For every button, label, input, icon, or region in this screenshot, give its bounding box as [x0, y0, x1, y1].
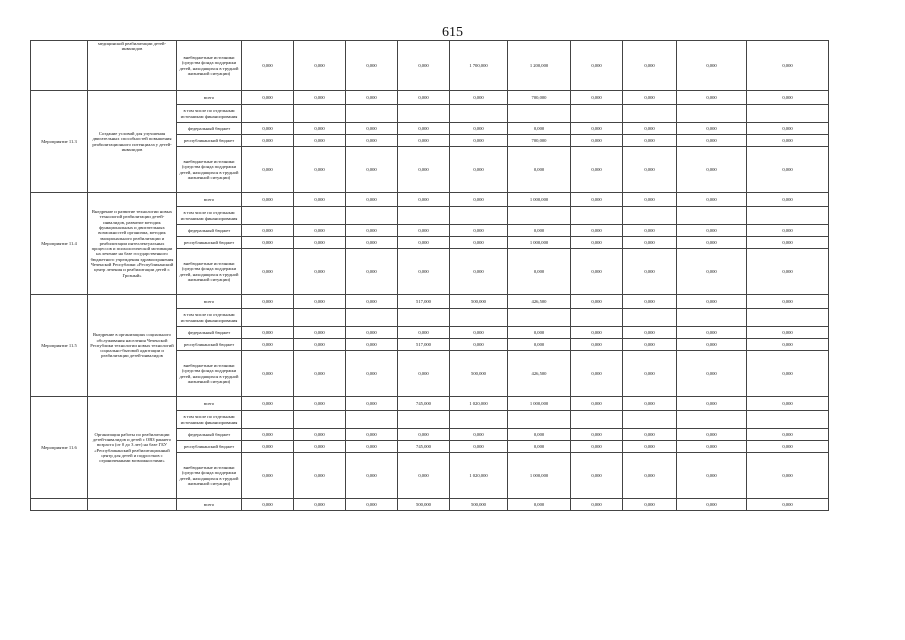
amount-cell: 0,000 — [346, 327, 398, 339]
amount-cell: 0,000 — [677, 135, 747, 147]
amount-cell: 0,000 — [623, 295, 677, 309]
amount-cell — [747, 105, 829, 123]
amount-cell: 0,000 — [571, 499, 623, 511]
amount-cell: 0,000 — [242, 351, 294, 397]
amount-cell — [571, 309, 623, 327]
amount-cell — [508, 411, 571, 429]
amount-cell: 0,000 — [346, 499, 398, 511]
amount-cell: 0,000 — [398, 225, 450, 237]
amount-cell: 0,000 — [677, 123, 747, 135]
amount-cell — [623, 411, 677, 429]
amount-cell: 0,000 — [450, 429, 508, 441]
amount-cell: 0,000 — [450, 339, 508, 351]
table-row — [31, 91, 829, 105]
amount-cell: 0,000 — [242, 499, 294, 511]
amount-cell — [747, 207, 829, 225]
amount-cell — [677, 309, 747, 327]
amount-cell: 1 200,000 — [508, 41, 571, 91]
amount-cell: 0,000 — [398, 123, 450, 135]
amount-cell: 0,000 — [294, 327, 346, 339]
amount-cell: 1 020,000 — [450, 397, 508, 411]
amount-cell: 0,000 — [450, 123, 508, 135]
amount-cell: 0,000 — [747, 339, 829, 351]
amount-cell: 0,000 — [450, 193, 508, 207]
amount-cell: 0,000 — [623, 123, 677, 135]
amount-cell: 0,000 — [346, 295, 398, 309]
amount-cell: 0,000 — [571, 397, 623, 411]
amount-cell: 0,000 — [346, 147, 398, 193]
amount-cell: 0,000 — [677, 147, 747, 193]
measure-label-cell — [31, 41, 88, 91]
amount-cell: 0,000 — [294, 441, 346, 453]
amount-cell — [346, 309, 398, 327]
amount-cell: 0,000 — [242, 91, 294, 105]
amount-cell: 0,000 — [294, 147, 346, 193]
amount-cell: 0,000 — [294, 429, 346, 441]
amount-cell — [346, 411, 398, 429]
amount-cell: 1 000,000 — [508, 397, 571, 411]
amount-cell — [294, 207, 346, 225]
budget-table — [30, 40, 829, 511]
amount-cell — [242, 411, 294, 429]
amount-cell: 0,000 — [294, 339, 346, 351]
table-row — [31, 295, 829, 309]
amount-cell: 0,000 — [747, 351, 829, 397]
amount-cell: 0,000 — [623, 249, 677, 295]
amount-cell: 1 000,000 — [508, 453, 571, 499]
amount-cell: 0,000 — [571, 429, 623, 441]
amount-cell: 517,000 — [398, 339, 450, 351]
funding-source: внебюджетные источники (средства фонда поддержки детей, находящихся в трудной жизненной ситуации) — [177, 351, 242, 397]
amount-cell: 0,000 — [294, 453, 346, 499]
amount-cell: 0,000 — [242, 249, 294, 295]
amount-cell: 1 000,000 — [508, 193, 571, 207]
amount-cell: 0,000 — [747, 135, 829, 147]
amount-cell: 0,000 — [508, 499, 571, 511]
amount-cell: 0,000 — [623, 351, 677, 397]
amount-cell — [450, 309, 508, 327]
amount-cell: 0,000 — [677, 339, 747, 351]
amount-cell: 0,000 — [508, 327, 571, 339]
amount-cell — [346, 207, 398, 225]
funding-source: республиканский бюджет — [177, 441, 242, 453]
funding-source: всего — [177, 193, 242, 207]
amount-cell: 0,000 — [450, 249, 508, 295]
measure-description — [88, 499, 177, 511]
amount-cell — [623, 309, 677, 327]
measure-label: Мероприятие 11.3 — [31, 91, 88, 193]
amount-cell: 1 000,000 — [508, 237, 571, 249]
amount-cell: 0,000 — [677, 41, 747, 91]
amount-cell: 0,000 — [571, 225, 623, 237]
amount-cell: 0,000 — [623, 225, 677, 237]
amount-cell: 0,000 — [571, 295, 623, 309]
amount-cell: 0,000 — [398, 147, 450, 193]
amount-cell: 0,000 — [294, 237, 346, 249]
funding-source: внебюджетные источники (средства фонда поддержки детей, находящихся в трудной жизненной ситуации) — [177, 453, 242, 499]
amount-cell: 0,000 — [747, 249, 829, 295]
amount-cell: 0,000 — [571, 249, 623, 295]
amount-cell — [623, 105, 677, 123]
amount-cell: 0,000 — [747, 453, 829, 499]
amount-cell: 0,000 — [623, 441, 677, 453]
measure-label: Мероприятие 11.6 — [31, 397, 88, 499]
amount-cell: 0,000 — [571, 135, 623, 147]
amount-cell: 0,000 — [450, 225, 508, 237]
amount-cell: 0,000 — [747, 193, 829, 207]
amount-cell — [450, 411, 508, 429]
amount-cell: 0,000 — [623, 327, 677, 339]
amount-cell: 0,000 — [242, 135, 294, 147]
amount-cell: 0,000 — [346, 397, 398, 411]
amount-cell: 0,000 — [294, 193, 346, 207]
table-row — [31, 499, 829, 511]
funding-source: в том числе по отдельным источникам финансирования — [177, 309, 242, 327]
funding-source: всего — [177, 91, 242, 105]
amount-cell: 1 700,000 — [450, 41, 508, 91]
amount-cell: 0,000 — [242, 339, 294, 351]
amount-cell: 500,000 — [450, 499, 508, 511]
amount-cell: 0,000 — [571, 91, 623, 105]
amount-cell: 0,000 — [571, 327, 623, 339]
amount-cell: 0,000 — [677, 91, 747, 105]
amount-cell: 0,000 — [623, 499, 677, 511]
amount-cell: 0,000 — [623, 397, 677, 411]
funding-source: всего — [177, 397, 242, 411]
amount-cell: 0,000 — [508, 147, 571, 193]
amount-cell: 0,000 — [398, 351, 450, 397]
amount-cell — [623, 207, 677, 225]
amount-cell: 0,000 — [242, 237, 294, 249]
funding-source: федеральный бюджет — [177, 123, 242, 135]
amount-cell: 0,000 — [571, 441, 623, 453]
amount-cell: 0,000 — [623, 429, 677, 441]
amount-cell: 0,000 — [346, 351, 398, 397]
amount-cell: 0,000 — [346, 225, 398, 237]
amount-cell — [450, 105, 508, 123]
measure-description: медицинской реабилитации детей-инвалидов — [88, 41, 177, 91]
amount-cell: 0,000 — [623, 135, 677, 147]
measure-description: Внедрение в организациях социального обслуживания населения Чеченской Республики технологии новых технологий социально-бытовой адаптации и реабилитации детей-инвалидов — [88, 295, 177, 397]
amount-cell: 0,000 — [346, 249, 398, 295]
amount-cell — [242, 207, 294, 225]
amount-cell: 0,000 — [571, 237, 623, 249]
amount-cell: 0,000 — [346, 441, 398, 453]
amount-cell: 745,000 — [398, 397, 450, 411]
amount-cell: 0,000 — [508, 123, 571, 135]
amount-cell: 0,000 — [294, 499, 346, 511]
amount-cell: 0,000 — [346, 91, 398, 105]
amount-cell — [747, 411, 829, 429]
amount-cell: 0,000 — [747, 91, 829, 105]
amount-cell — [294, 411, 346, 429]
amount-cell: 0,000 — [398, 193, 450, 207]
amount-cell: 0,000 — [346, 429, 398, 441]
amount-cell: 0,000 — [677, 237, 747, 249]
amount-cell: 0,000 — [677, 499, 747, 511]
funding-source: республиканский бюджет — [177, 237, 242, 249]
amount-cell: 0,000 — [346, 193, 398, 207]
amount-cell: 0,000 — [242, 453, 294, 499]
funding-source: федеральный бюджет — [177, 225, 242, 237]
funding-source: в том числе по отдельным источникам финансирования — [177, 105, 242, 123]
amount-cell: 426,500 — [508, 295, 571, 309]
amount-cell: 0,000 — [242, 225, 294, 237]
page-number: 615 — [442, 25, 463, 40]
amount-cell: 0,000 — [747, 397, 829, 411]
amount-cell: 0,000 — [242, 397, 294, 411]
amount-cell: 0,000 — [242, 41, 294, 91]
amount-cell — [398, 411, 450, 429]
measure-description: Организация работы по реабилитации детей-инвалидов и детей с ОВЗ раннего возраста (от 0 до 3 лет) на базе ГБУ «Республиканский реабилитационный центр для детей и подростков с ограниченными возможностями» — [88, 397, 177, 499]
funding-source: республиканский бюджет — [177, 135, 242, 147]
amount-cell: 0,000 — [747, 429, 829, 441]
amount-cell: 0,000 — [508, 249, 571, 295]
amount-cell: 0,000 — [747, 237, 829, 249]
amount-cell: 0,000 — [571, 339, 623, 351]
amount-cell: 0,000 — [571, 351, 623, 397]
amount-cell: 0,000 — [623, 147, 677, 193]
amount-cell — [398, 309, 450, 327]
amount-cell: 0,000 — [294, 91, 346, 105]
amount-cell: 0,000 — [677, 249, 747, 295]
amount-cell: 0,000 — [623, 237, 677, 249]
amount-cell: 0,000 — [747, 225, 829, 237]
amount-cell: 0,000 — [571, 453, 623, 499]
amount-cell: 0,000 — [294, 123, 346, 135]
amount-cell: 0,000 — [398, 41, 450, 91]
amount-cell: 0,000 — [294, 351, 346, 397]
amount-cell: 500,000 — [398, 499, 450, 511]
amount-cell: 0,000 — [623, 91, 677, 105]
amount-cell: 0,000 — [747, 441, 829, 453]
amount-cell: 0,000 — [450, 327, 508, 339]
amount-cell: 0,000 — [677, 225, 747, 237]
amount-cell: 0,000 — [571, 123, 623, 135]
amount-cell: 0,000 — [346, 41, 398, 91]
amount-cell: 0,000 — [623, 41, 677, 91]
amount-cell: 1 020,000 — [450, 453, 508, 499]
amount-cell: 0,000 — [346, 237, 398, 249]
amount-cell: 0,000 — [677, 453, 747, 499]
amount-cell — [677, 411, 747, 429]
amount-cell: 0,000 — [242, 147, 294, 193]
amount-cell: 0,000 — [398, 91, 450, 105]
amount-cell: 0,000 — [346, 453, 398, 499]
budget-table-body — [31, 41, 829, 511]
funding-source: всего — [177, 295, 242, 309]
amount-cell: 0,000 — [294, 249, 346, 295]
measure-description: Внедрение и развитие технологии новых технологий реабилитации детей-инвалидов, развитие методик функциональных и двигательных возможностей организма, методик эмоционального реабилитации и реабилитации интеллектуальных процессов и психологической мотивации на лечение на базе государственного бюджетного учреждения здравоохранения Чеченской Республики «Республиканский центр лечения и реабилитации детей г. Грозный» — [88, 193, 177, 295]
funding-source: внебюджетные источники (средства фонда поддержки детей, находящихся в трудной жизненной ситуации) — [177, 249, 242, 295]
amount-cell: 0,000 — [747, 147, 829, 193]
amount-cell: 0,000 — [294, 295, 346, 309]
amount-cell: 0,000 — [508, 225, 571, 237]
amount-cell: 0,000 — [450, 237, 508, 249]
amount-cell: 0,000 — [346, 123, 398, 135]
amount-cell — [242, 309, 294, 327]
amount-cell: 0,000 — [398, 237, 450, 249]
amount-cell: 0,000 — [398, 453, 450, 499]
amount-cell: 500,000 — [450, 351, 508, 397]
amount-cell — [747, 309, 829, 327]
amount-cell: 0,000 — [450, 135, 508, 147]
amount-cell: 0,000 — [677, 441, 747, 453]
amount-cell: 0,000 — [571, 41, 623, 91]
amount-cell: 0,000 — [747, 123, 829, 135]
amount-cell — [294, 105, 346, 123]
amount-cell: 0,000 — [623, 453, 677, 499]
amount-cell — [677, 207, 747, 225]
amount-cell: 700,000 — [508, 91, 571, 105]
amount-cell: 426,500 — [508, 351, 571, 397]
funding-source: федеральный бюджет — [177, 327, 242, 339]
amount-cell — [242, 105, 294, 123]
funding-source: в том числе по отдельным источникам финансирования — [177, 207, 242, 225]
amount-cell: 0,000 — [294, 135, 346, 147]
amount-cell — [398, 207, 450, 225]
amount-cell — [677, 105, 747, 123]
amount-cell: 0,000 — [623, 339, 677, 351]
funding-source: внебюджетные источники (средства фонда поддержки детей, находящихся в трудной жизненной ситуации) — [177, 147, 242, 193]
amount-cell: 0,000 — [242, 123, 294, 135]
amount-cell: 0,000 — [398, 135, 450, 147]
measure-label: Мероприятие 11.4 — [31, 193, 88, 295]
amount-cell — [571, 411, 623, 429]
amount-cell: 500,000 — [450, 295, 508, 309]
amount-cell: 0,000 — [294, 397, 346, 411]
amount-cell: 0,000 — [242, 441, 294, 453]
amount-cell — [346, 105, 398, 123]
amount-cell: 0,000 — [747, 327, 829, 339]
funding-source: республиканский бюджет — [177, 339, 242, 351]
amount-cell: 0,000 — [450, 147, 508, 193]
measure-description: Создание условий для улучшения двигательных способностей повышения реабилитационного потенциала у детей-инвалидов — [88, 91, 177, 193]
amount-cell: 0,000 — [450, 441, 508, 453]
amount-cell: 0,000 — [242, 295, 294, 309]
funding-source: всего — [177, 499, 242, 511]
amount-cell: 0,000 — [398, 249, 450, 295]
amount-cell: 0,000 — [677, 327, 747, 339]
amount-cell — [398, 105, 450, 123]
table-row — [31, 193, 829, 207]
amount-cell — [508, 207, 571, 225]
amount-cell: 700,000 — [508, 135, 571, 147]
amount-cell: 0,000 — [571, 147, 623, 193]
amount-cell: 0,000 — [346, 339, 398, 351]
amount-cell: 517,000 — [398, 295, 450, 309]
amount-cell: 0,000 — [398, 327, 450, 339]
amount-cell: 0,000 — [747, 295, 829, 309]
amount-cell — [508, 105, 571, 123]
amount-cell — [450, 207, 508, 225]
table-row — [31, 397, 829, 411]
amount-cell: 0,000 — [508, 339, 571, 351]
amount-cell: 0,000 — [450, 91, 508, 105]
amount-cell: 0,000 — [677, 429, 747, 441]
amount-cell: 0,000 — [242, 193, 294, 207]
amount-cell: 0,000 — [677, 295, 747, 309]
amount-cell — [294, 309, 346, 327]
amount-cell: 0,000 — [677, 351, 747, 397]
amount-cell: 0,000 — [294, 225, 346, 237]
amount-cell — [571, 207, 623, 225]
measure-label-cell — [31, 499, 88, 511]
funding-source: федеральный бюджет — [177, 429, 242, 441]
amount-cell: 0,000 — [747, 41, 829, 91]
amount-cell: 0,000 — [242, 327, 294, 339]
amount-cell: 745,000 — [398, 441, 450, 453]
amount-cell: 0,000 — [398, 429, 450, 441]
amount-cell: 0,000 — [508, 441, 571, 453]
funding-source: внебюджетные источники (средства фонда поддержки детей, находящихся в трудной жизненной ситуации) — [177, 41, 242, 91]
amount-cell: 0,000 — [508, 429, 571, 441]
amount-cell: 0,000 — [294, 41, 346, 91]
amount-cell: 0,000 — [623, 193, 677, 207]
amount-cell: 0,000 — [747, 499, 829, 511]
amount-cell: 0,000 — [677, 397, 747, 411]
amount-cell — [508, 309, 571, 327]
measure-label: Мероприятие 11.5 — [31, 295, 88, 397]
amount-cell: 0,000 — [677, 193, 747, 207]
amount-cell: 0,000 — [346, 135, 398, 147]
table-row — [31, 41, 829, 91]
amount-cell: 0,000 — [571, 193, 623, 207]
amount-cell: 0,000 — [242, 429, 294, 441]
funding-source: в том числе по отдельным источникам финансирования — [177, 411, 242, 429]
amount-cell — [571, 105, 623, 123]
